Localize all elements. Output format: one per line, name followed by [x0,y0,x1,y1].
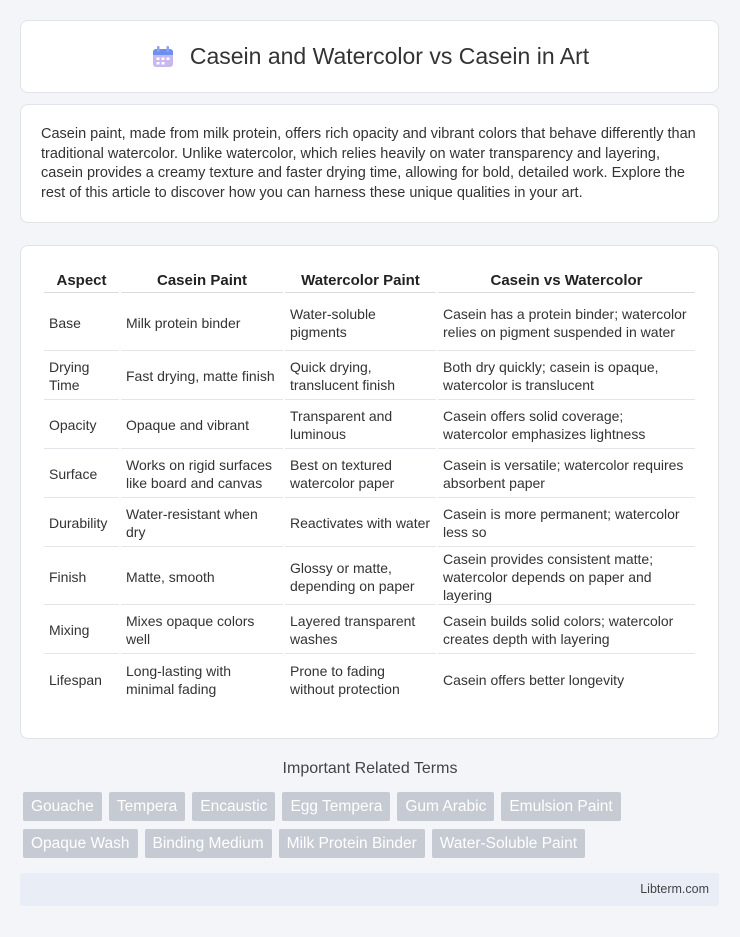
tag-water-soluble-paint[interactable]: Water-Soluble Paint [432,829,585,858]
title-wrap [150,43,589,70]
tag-tempera[interactable]: Tempera [109,792,185,821]
cell-casein: Opaque and vibrant [121,402,283,449]
footer-site-link[interactable]: Libterm.com [640,882,709,896]
comparison-table [42,266,697,705]
header-aspect: Aspect [44,268,119,293]
comparison-card [20,245,719,739]
cell-comparison: Casein offers solid coverage; watercolor emphasizes lightness [438,402,695,449]
cell-watercolor: Prone to fading without protection [290,662,400,697]
tag-encaustic[interactable]: Encaustic [192,792,275,821]
tag-binding-medium[interactable]: Binding Medium [145,829,272,858]
intro-card [20,104,719,223]
cell-watercolor: Layered transparent washes [285,607,436,654]
related-terms-list [23,792,723,858]
cell-watercolor: Transparent and luminous [285,402,436,449]
cell-aspect: Drying Time [44,353,119,400]
cell-watercolor: Reactivates with water [285,500,436,547]
cell-comparison: Casein is more permanent; watercolor less so [438,500,695,547]
table-row [44,656,695,703]
cell-aspect: Mixing [44,607,119,654]
cell-watercolor: Glossy or matte, depending on paper [285,549,436,605]
page-title: Casein and Watercolor vs Casein in Art [189,43,590,69]
cell-aspect: Base [44,295,119,351]
table-row [44,353,695,400]
cell-casein: Milk protein binder [121,295,283,351]
header-casein-paint: Casein Paint [121,268,283,293]
table-row [44,549,695,605]
cell-casein: Water-resistant when dry [121,500,283,547]
table-header-row [44,268,695,293]
cell-aspect: Lifespan [49,671,102,688]
cell-casein: Matte, smooth [121,549,283,605]
tag-opaque-wash[interactable]: Opaque Wash [23,829,138,858]
header-card [20,20,719,93]
footer [20,873,719,906]
related-terms-title: Important Related Terms [282,760,458,777]
cell-watercolor: Best on textured watercolor paper [285,451,436,498]
tag-emulsion-paint[interactable]: Emulsion Paint [501,792,620,821]
cell-comparison: Casein is versatile; watercolor requires absorbent paper [438,451,695,498]
header-casein-vs-watercolor: Casein vs Watercolor [438,268,695,293]
cell-comparison: Casein builds solid colors; watercolor creates depth with layering [438,607,695,654]
table-row [44,451,695,498]
cell-comparison: Casein offers better longevity [443,671,625,688]
cell-watercolor: Quick drying, translucent finish [285,353,436,400]
table-row [44,500,695,547]
cell-casein: Fast drying, matte finish [121,353,283,400]
tag-gum-arabic[interactable]: Gum Arabic [397,792,494,821]
cell-comparison: Casein provides consistent matte; watercolor depends on paper and layering [438,549,695,605]
tag-milk-protein-binder[interactable]: Milk Protein Binder [279,829,425,858]
cell-comparison: Both dry quickly; casein is opaque, watercolor is translucent [438,353,695,400]
cell-casein: Mixes opaque colors well [121,607,283,654]
table-row [44,607,695,654]
cell-watercolor: Water-soluble pigments [285,295,436,351]
tag-egg-tempera[interactable]: Egg Tempera [282,792,390,821]
cell-casein: Long-lasting with minimal fading [126,662,232,697]
cell-aspect: Opacity [44,402,119,449]
table-row [44,295,695,351]
tag-gouache[interactable]: Gouache [23,792,102,821]
cell-comparison: Casein has a protein binder; watercolor relies on pigment suspended in water [438,295,695,351]
header-watercolor-paint: Watercolor Paint [285,268,436,293]
calendar-icon [150,44,176,70]
intro-paragraph: Casein paint, made from milk protein, offers rich opacity and vibrant colors that behave differently than traditional watercolor. Unlike watercolor, which relies heavily on water transparency and layering, casein provides a creamy texture and faster drying time, allowing for bold, detailed work. Explore the rest of this article to discover how you can harness these unique qualities in your art. [41,126,696,201]
table-row [44,402,695,449]
cell-aspect: Durability [44,500,119,547]
cell-casein: Works on rigid surfaces like board and canvas [121,451,283,498]
cell-aspect: Finish [44,549,119,605]
cell-aspect: Surface [44,451,119,498]
